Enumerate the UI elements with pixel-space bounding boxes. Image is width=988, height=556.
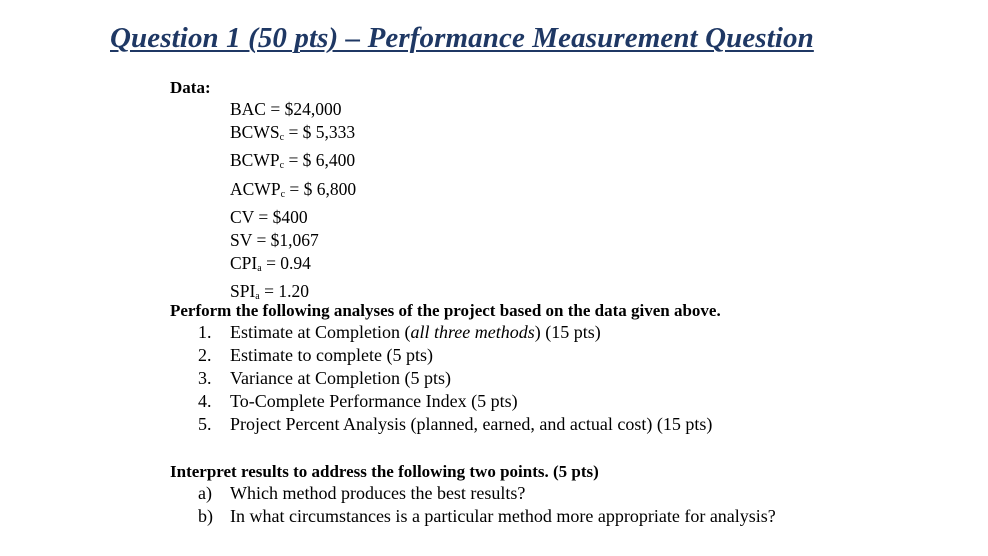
analysis-item-1	[198, 321, 712, 344]
item-text: Estimate at Completion (	[230, 322, 411, 342]
item-text-italic: all three methods	[410, 322, 535, 342]
data-item-bac	[230, 98, 356, 121]
data-item-subscript: a	[255, 291, 260, 303]
data-item-name: BCWS	[230, 121, 280, 142]
data-item-acwp	[230, 178, 356, 207]
data-item-value: = $400	[254, 207, 308, 228]
analysis-item-4	[198, 390, 712, 413]
interpret-item-b	[198, 505, 776, 528]
data-item-subscript: c	[280, 188, 286, 200]
interpret-list	[198, 482, 776, 528]
data-item-cpi	[230, 252, 356, 281]
list-marker: 1.	[198, 322, 212, 342]
analyses-heading: Perform the following analyses of the project based on the data given above.	[170, 301, 721, 320]
data-item-subscript: c	[279, 131, 285, 143]
data-item-value: = $24,000	[265, 99, 342, 119]
data-item-name: SV	[230, 229, 253, 250]
question-title: Question 1 (50 pts) – Performance Measurement Question	[110, 22, 814, 54]
data-item-value: = 1.20	[259, 281, 309, 302]
analysis-item-5	[198, 413, 712, 436]
item-text: To-Complete Performance Index (5 pts)	[230, 391, 518, 411]
data-label: Data:	[170, 78, 211, 97]
data-list	[230, 98, 356, 309]
data-item-bcws	[230, 121, 356, 150]
data-item-sv	[230, 229, 356, 252]
data-item-value: = $ 6,400	[284, 150, 356, 171]
analysis-item-3	[198, 367, 712, 390]
item-text: Variance at Completion (5 pts)	[230, 368, 451, 388]
data-item-name: SPI	[230, 281, 256, 302]
data-item-name: ACWP	[230, 178, 281, 199]
analysis-item-2	[198, 344, 712, 367]
list-marker: 3.	[198, 368, 212, 388]
data-item-value: = $ 5,333	[284, 121, 356, 142]
data-item-value: = $ 6,800	[285, 178, 357, 199]
item-text: ) (15 pts)	[534, 322, 601, 342]
data-item-cv	[230, 206, 356, 229]
data-item-name: BCWP	[230, 150, 280, 171]
data-item-name: CPI	[230, 252, 258, 273]
interpret-item-a	[198, 482, 776, 505]
analyses-list	[198, 321, 712, 436]
data-item-bcwp	[230, 149, 356, 178]
item-text: In what circumstances is a particular method more appropriate for analysis?	[230, 506, 776, 526]
data-item-subscript: a	[257, 262, 262, 274]
data-item-value: = $1,067	[252, 229, 319, 250]
item-text: Project Percent Analysis (planned, earned, and actual cost) (15 pts)	[230, 414, 713, 434]
item-text: Which method produces the best results?	[230, 483, 526, 503]
data-item-name: CV	[230, 207, 254, 228]
list-marker: 2.	[198, 345, 212, 365]
item-text: Estimate to complete (5 pts)	[230, 345, 433, 365]
data-item-subscript: c	[279, 160, 285, 172]
list-marker: 4.	[198, 391, 212, 411]
list-marker: b)	[198, 506, 213, 526]
interpret-heading: Interpret results to address the following two points. (5 pts)	[170, 462, 599, 481]
data-item-value: = 0.94	[261, 252, 311, 273]
data-item-name: BAC	[230, 99, 266, 119]
list-marker: a)	[198, 483, 212, 503]
list-marker: 5.	[198, 414, 212, 434]
